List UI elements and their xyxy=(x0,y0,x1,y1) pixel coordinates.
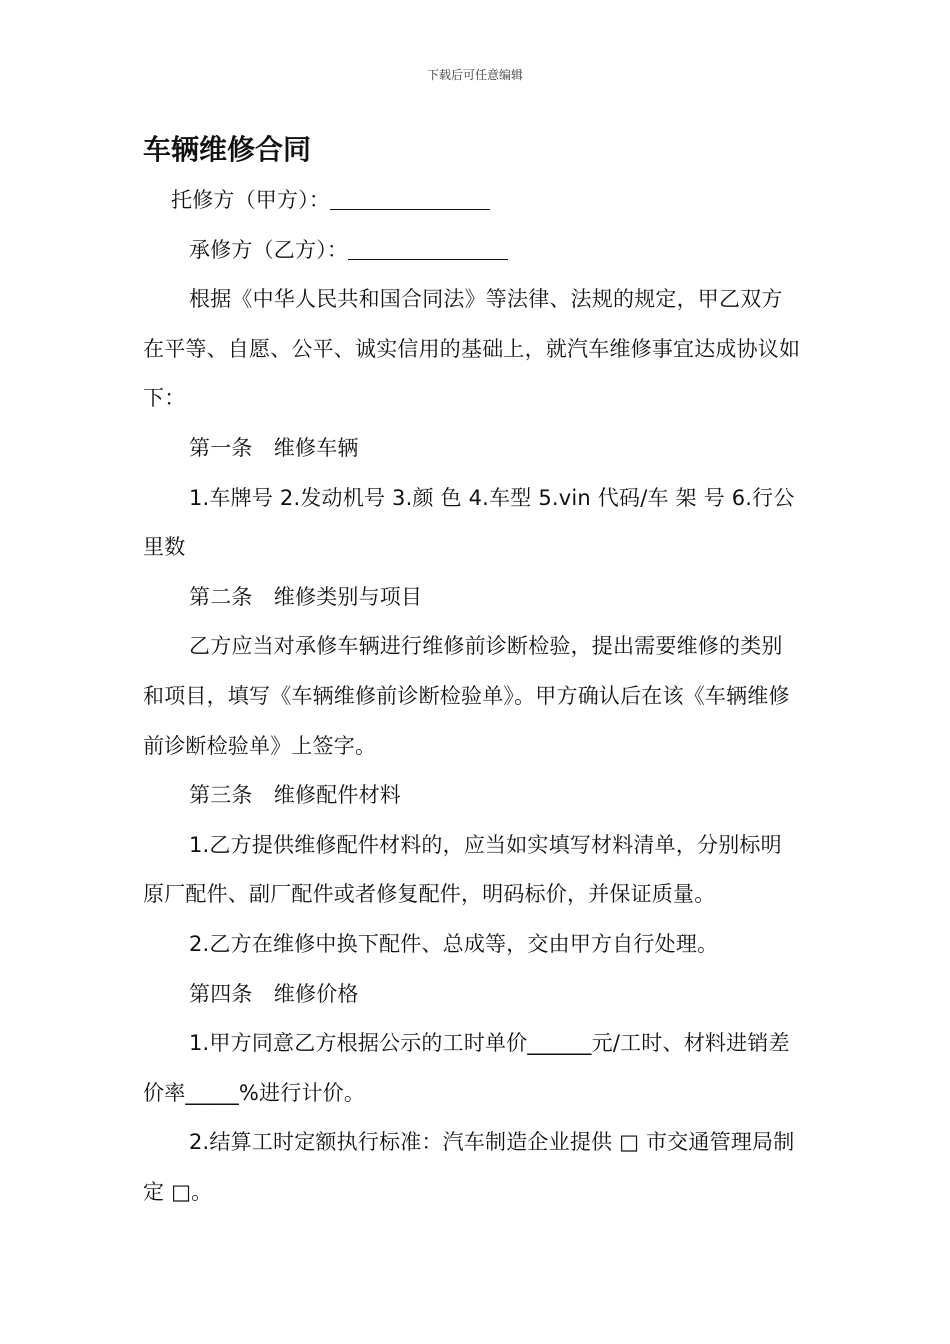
clause-1-text: 1.车牌号 2.发动机号 3.颜 色 4.车型 5.vin 代码/车 架 号 6.行公里数 xyxy=(143,485,795,560)
party-b-blank xyxy=(348,237,508,260)
party-a-blank xyxy=(330,187,490,210)
document-body xyxy=(143,176,803,1217)
party-a-line xyxy=(143,176,803,226)
clause-4-item-2: 2.结算工时定额执行标准：汽车制造企业提供 □ 市交通管理局制定 □。 xyxy=(143,1130,795,1204)
document-title: 车辆维修合同 xyxy=(143,133,312,166)
party-a-label: 托修方（甲方）： xyxy=(171,188,331,212)
party-b-label: 承修方（乙方）： xyxy=(189,237,349,262)
header-note: 下载后可任意编辑 xyxy=(426,68,523,82)
clause-3-item-2: 2.乙方在维修中换下配件、总成等，交由甲方自行处理。 xyxy=(189,931,719,956)
clause-4-item-1: 1.甲方同意乙方根据公示的工时单价______元/工时、材料进销差价率_____%进行计价。 xyxy=(143,1031,790,1105)
clause-1-title: 第一条 维修车辆 xyxy=(189,435,359,460)
party-b-line xyxy=(143,226,803,276)
clause-3-title: 第三条 维修配件材料 xyxy=(189,783,401,808)
intro-paragraph: 根据《中华人民共和国合同法》等法律、法规的规定，甲乙双方在平等、自愿、公平、诚实信用的基础上，就汽车维修事宜达成协议如下： xyxy=(143,287,801,411)
clause-3-item-1: 1.乙方提供维修配件材料的，应当如实填写材料清单，分别标明原厂配件、副厂配件或者修复配件，明码标价，并保证质量。 xyxy=(143,832,782,907)
clause-4-title: 第四条 维修价格 xyxy=(189,981,359,1006)
clause-2-title: 第二条 维修类别与项目 xyxy=(189,584,423,609)
clause-2-text: 乙方应当对承修车辆进行维修前诊断检验，提出需要维修的类别和项目，填写《车辆维修前诊断检验单》。甲方确认后在该《车辆维修前诊断检验单》上签字。 xyxy=(143,634,790,758)
